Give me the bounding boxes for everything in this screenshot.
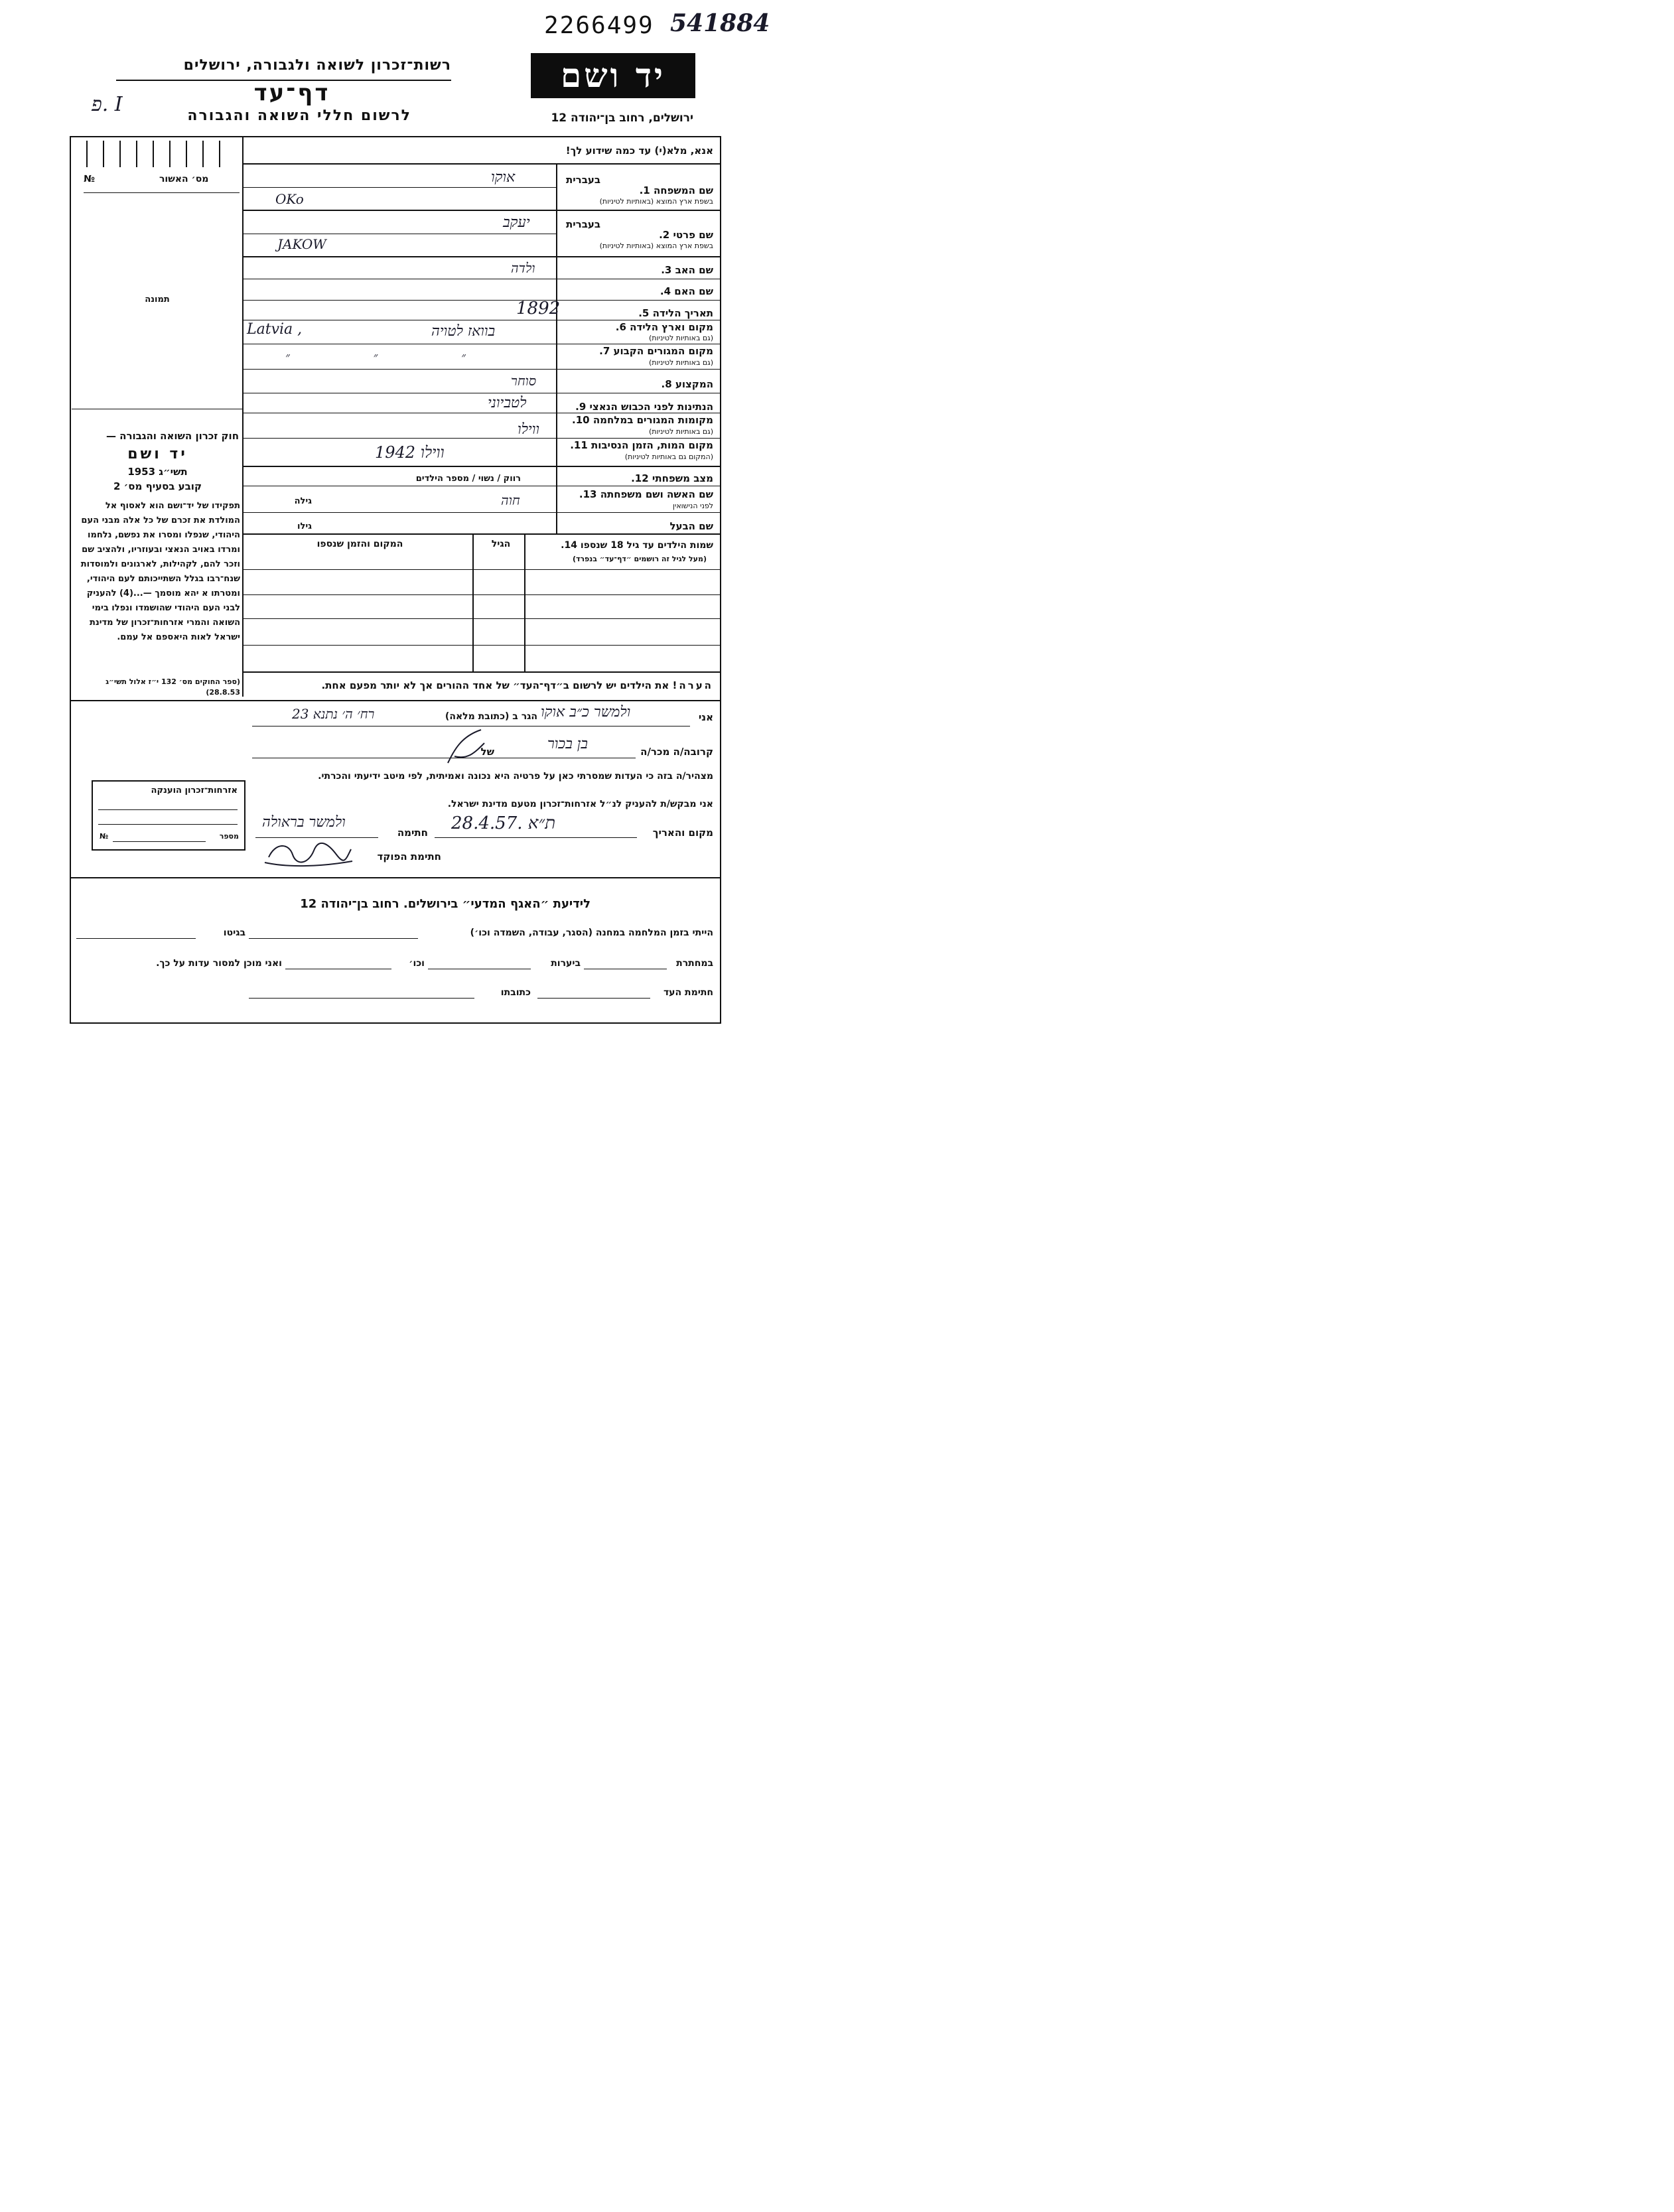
children-row-5 xyxy=(242,671,720,673)
children-row-3 xyxy=(242,618,720,619)
address-value: רח׳ ה׳ נתנא 23 xyxy=(292,706,375,722)
field-13-label xyxy=(564,488,713,500)
field-3-label xyxy=(584,264,713,276)
citizenship-box-no: מספר xyxy=(219,832,239,841)
field-13-number: 13. xyxy=(579,488,597,500)
field-6-value-latin: Latvia , xyxy=(247,321,303,338)
left-column-divider xyxy=(242,136,244,697)
field-13-age-label: גילה xyxy=(294,496,312,506)
field-11-label xyxy=(564,439,713,451)
signature-label: חתימה xyxy=(397,827,428,839)
husband-age-label: גילו xyxy=(297,521,312,531)
husband-label: שם הבעל xyxy=(669,520,713,532)
field-1-hebrew-label: בעברית xyxy=(566,174,600,186)
field-2-sub: בשפת ארץ המוצא (באותיות לטיניות) xyxy=(599,242,713,250)
field-2-hebrew-label: בעברית xyxy=(566,218,600,230)
field-8-label xyxy=(584,378,713,390)
children-title xyxy=(524,540,713,551)
field-3-value: ולדה xyxy=(511,260,535,276)
field-13-line xyxy=(242,512,720,513)
form-title: דף־עד xyxy=(253,80,330,106)
place-date-label: מקום והאריך xyxy=(652,827,713,839)
field-1-value-latin: OKo xyxy=(275,191,304,207)
note-label: הערה! xyxy=(672,679,713,691)
intro-line xyxy=(242,163,720,165)
field-9-label-text: הנתינות לפני הכבוש הנאצי xyxy=(589,401,713,413)
handwritten-note: פ. I xyxy=(92,93,123,116)
declarant-name: ולמשר כ״ב אוקו xyxy=(541,704,631,721)
bottom-line3-b: כתובתו xyxy=(500,987,531,998)
field-11-label-text: מקום המות, הזמן הנסיבות xyxy=(591,439,713,451)
children-row-2 xyxy=(242,594,720,595)
husband-line xyxy=(242,533,720,535)
intro-text: אנא, מלא(י) עד כמה שידוע לך! xyxy=(565,145,713,157)
bottom-line2-b: ביערות xyxy=(551,958,581,969)
field-5-value: 1892 xyxy=(516,299,561,318)
note-text: את הילדים יש לרשום ב״דף־העד״ של אחד ההורים אך לא יותר מפעם אחת. xyxy=(321,679,669,691)
bottom-line2-c: וכו׳ xyxy=(409,958,425,969)
field-12-number: 12. xyxy=(631,472,649,484)
law-title: חוק זכרון השואה והגבורה — xyxy=(105,430,239,442)
field-11-sub: (המקום גם באותיות לטיניות) xyxy=(624,452,713,461)
archive-number: 2266499 xyxy=(544,12,654,39)
field-1-sub: בשפת ארץ המוצא (באותיות לטיניות) xyxy=(599,197,713,206)
field-2-label-text: שם פרטי xyxy=(673,229,713,241)
bottom-line2-end: ואני מוכן למסור עדות על כך. xyxy=(156,958,282,969)
field-1-line-b xyxy=(242,210,720,211)
field-2-label xyxy=(624,229,713,241)
field-6-label xyxy=(584,321,713,333)
field-4-label-text: שם האם xyxy=(674,285,713,297)
bottom-line2-a: במחתרת xyxy=(676,958,713,969)
form-subtitle: לרשום חללי השואה והגבורה xyxy=(187,107,411,124)
field-4-number: 4. xyxy=(660,285,671,297)
field-9-label xyxy=(571,401,713,413)
field-4-label xyxy=(584,285,713,297)
children-row-1 xyxy=(242,569,720,570)
officer-label: חתימת הפוקד xyxy=(377,851,441,863)
yad-vashem-logo xyxy=(531,53,695,98)
logo-text: יד ושם xyxy=(561,56,665,95)
relative-label: קרובה/ה מכר/ה xyxy=(640,746,713,758)
children-number: 14. xyxy=(561,540,577,551)
field-7-line xyxy=(242,369,720,370)
field-7-label-text: מקום המגורים הקבוע xyxy=(613,345,713,357)
authority-title: רשות־זכרון לשואה ולגבורה, ירושלים xyxy=(183,57,451,74)
field-1-line-a xyxy=(242,187,556,188)
field-1-value-hebrew: אוקו xyxy=(491,169,516,186)
field-9-number: 9. xyxy=(575,401,587,413)
field-13-value: חוה xyxy=(501,492,520,508)
archive-number-handwritten: 541884 xyxy=(670,9,770,37)
citizenship-box-title: אזרחות־זכרון הוענקה xyxy=(151,786,238,795)
field-5-label xyxy=(584,307,713,319)
bottom-line1-text: הייתי בזמן המלחמה במחנה (הסגר, עבודה, השמדה וכו׳) xyxy=(470,928,713,938)
registration-label: מס׳ האשור xyxy=(159,174,209,184)
field-7-number: 7. xyxy=(599,345,610,357)
declaration-i-label: אני xyxy=(698,711,713,723)
request-text: אני מבקש/ת להעניק לנ״ל אזרחות־זכרון מטעם מדינת ישראל. xyxy=(447,799,713,809)
field-4-line xyxy=(242,300,720,301)
field-12-options: רווק / נשוי / מספר הילדים xyxy=(415,474,521,484)
field-12-label xyxy=(571,472,713,484)
of-label: של xyxy=(480,746,494,758)
address-line: ירושלים, רחוב בן־יהודה 12 xyxy=(551,111,693,125)
law-reference: (ספר החוקים מס׳ 132 י״ז אלול תשי״ג 28.8.53) xyxy=(105,677,240,697)
law-year: תשי״ג 1953 xyxy=(127,466,188,478)
registration-no-symbol: № xyxy=(84,174,95,184)
field-1-label-text: שם המשפחה xyxy=(653,184,713,196)
field-8-label-text: המקצוע xyxy=(675,378,713,390)
field-5-label-text: תאריך הלידה xyxy=(652,307,713,319)
field-6-sub: (גם באותיות לטיניות) xyxy=(649,334,713,342)
field-6-value: בוואז לטויה xyxy=(431,323,496,340)
citizenship-box-no-symbol: № xyxy=(100,832,109,841)
children-title-sub: (מעל לגיל זה רושמים ״דף־עד״ בנפרד) xyxy=(572,555,707,563)
field-9-value: לטביוני xyxy=(488,395,527,411)
statement-text: מצהיר/ה בזה כי העדות שמסרתי כאן על פרטיה היא נכונה ואמיתית, לפי מיטב ידיעתי והכרתי. xyxy=(318,771,713,782)
field-13-label-text: שם האשה ושם משפחתה xyxy=(600,488,713,500)
signature-value: ולמשר בראולה xyxy=(262,814,346,831)
field-11-value: 1942 ווילו xyxy=(375,443,445,462)
field-6-label-text: מקום וארץ הלידה xyxy=(630,321,713,333)
field-2-value-latin: JAKOW xyxy=(277,236,326,252)
children-col-age: הגיל xyxy=(491,539,511,549)
law-name: יד ושם xyxy=(127,446,188,462)
field-8-value: סוחר xyxy=(511,373,537,389)
field-7-value: ״ ״ ״ xyxy=(285,350,466,364)
place-date-value: 28.4.57. ת״א xyxy=(451,813,556,833)
note-row xyxy=(249,679,713,691)
field-2-line-b xyxy=(242,256,720,257)
registration-line xyxy=(84,192,240,193)
bottom-title: לידיעת ״האגף המדעי״ בירושלים. רחוב בן־יהודה 12 xyxy=(300,897,591,911)
children-col-place: המקום והזמן שנספו xyxy=(316,539,403,549)
field-10-value: ווילו xyxy=(518,421,539,438)
field-7-sub: (גם באותיות לטיניות) xyxy=(649,358,713,367)
children-divider-1 xyxy=(524,533,525,671)
children-title-text: שמות הילדים עד גיל 18 שנספו xyxy=(580,540,713,551)
field-10-sub: (גם באותיות לטיניות) xyxy=(649,427,713,436)
field-5-number: 5. xyxy=(638,307,650,319)
field-2-number: 2. xyxy=(659,229,670,241)
law-clause: קובע בסעיף מס׳ 2 xyxy=(113,480,202,492)
law-text: תפקידו של יד־ושם הוא לאסוף אל המולדת את זכרם של כל אלה מבני העם היהודי, שנפלו ומסרו את נפשם, נלחמו ומרדו באויב הנאצי ובעוזריו, ולהציב שם וזכר להם, לקהילות, לארגונים ולמוסדות שנח־רבו בגלל השתייכותם לעם היהודי, ומטרתו א יהא מוסמך —...(4) להעניק לבני העם היהודי שהושמדו ונפלו בימי השואה והמרי אזרחות־זכרון של מדינת ישראל לאות היאספם אל עמם. xyxy=(80,501,240,642)
field-1-number: 1. xyxy=(639,184,650,196)
bottom-line3-a: חתימת העד xyxy=(663,987,713,998)
photo-label: תמונה xyxy=(145,295,170,305)
field-3-label-text: שם האב xyxy=(675,264,713,276)
relation-value: בן בכור xyxy=(547,736,588,752)
field-10-number: 10. xyxy=(572,414,590,426)
field-6-number: 6. xyxy=(615,321,626,333)
label-column-divider xyxy=(556,163,557,533)
photo-area xyxy=(74,196,240,407)
field-10-label xyxy=(571,414,713,426)
field-10-label-text: מקומות המגורים במלחמה xyxy=(593,414,713,426)
field-12-label-text: מצב משפחתי xyxy=(652,472,713,484)
field-3-number: 3. xyxy=(661,264,672,276)
field-7-label xyxy=(584,345,713,357)
page-bottom-frame xyxy=(70,699,721,1024)
field-13-sub: לפני הנישואין xyxy=(672,502,713,510)
field-11-line xyxy=(242,466,720,467)
field-1-label xyxy=(624,184,713,196)
children-divider-2 xyxy=(472,533,474,671)
field-2-value-hebrew: יעקב xyxy=(503,214,530,231)
field-11-number: 11. xyxy=(570,439,588,451)
bottom-line1-end: בגיטו xyxy=(223,928,245,938)
resides-label: הגר ב (כתובת מלאה) xyxy=(445,711,537,722)
field-10-line xyxy=(242,438,720,439)
children-row-4 xyxy=(242,645,720,646)
field-8-number: 8. xyxy=(661,378,672,390)
